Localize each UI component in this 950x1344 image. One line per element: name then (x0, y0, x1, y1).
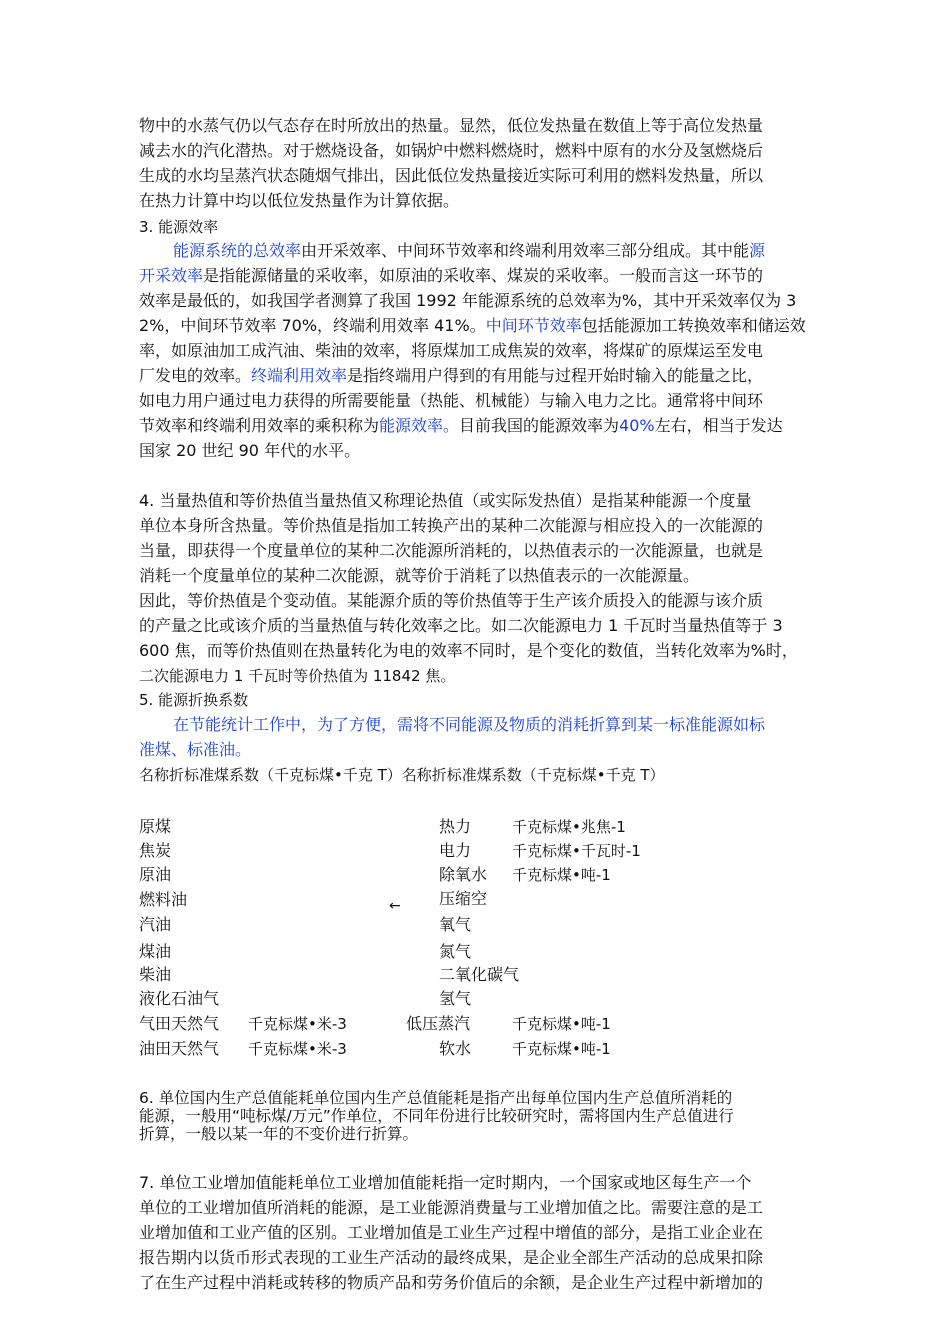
right-name-3: 压缩空 (439, 889, 488, 908)
section-3-line-2: 开采效率是指能源储量的采收率，如原油的采收率、煤炭的采收率。一般而言这一环节的 (139, 266, 764, 285)
section-4-line-6: 的产量之比或该介质的当量热值与转化效率之比。如二次能源电力 1 千瓦时当量热值等于 3 (139, 616, 783, 635)
left-name-3: 燃料油 (139, 890, 188, 909)
conversion-table-header: 名称折标准煤系数（千克标煤•千克 T）名称折标准煤系数（千克标煤•千克 T） (139, 766, 665, 784)
section-3-line-1: 能源系统的总效率由开采效率、中间环节效率和终端利用效率三部分组成。其中能源 (173, 241, 766, 260)
section-3-line-7: 如电力用户通过电力获得的所需要能量（热能、机械能）与输入电力之比。通常将中间环 (139, 391, 764, 410)
term-intermediate-efficiency: 中间环节效率 (485, 316, 582, 335)
left-unit-8: 千克标煤•米-3 (248, 1015, 347, 1033)
section-5-note-line-2: 准煤、标准油。 (139, 740, 252, 759)
right-unit-8: 千克标煤•吨-1 (512, 1015, 611, 1033)
section-7-line-2: 单位的工业增加值所消耗的能源，是工业能源消费量与工业增加值之比。需要注意的是工 (139, 1198, 764, 1217)
right-name-2: 除氧水 (439, 865, 488, 884)
section-4-line-5: 因此，等价热值是个变动值。某能源介质的等价热值等于生产该介质投入的能源与该介质 (139, 591, 764, 610)
left-name-9: 油田天然气 (139, 1039, 220, 1058)
right-name-7: 氢气 (439, 989, 472, 1008)
section-6-line-1: 6. 单位国内生产总值能耗单位国内生产总值能耗是指产出每单位国内生产总值所消耗的 (139, 1089, 733, 1107)
section-3-line-6: 厂发电的效率。终端利用效率是指终端用户得到的有用能与过程开始时输入的能量之比， (139, 366, 764, 385)
section-7-line-3: 业增加值和工业产值的区别。工业增加值是工业生产过程中增值的部分，是指工业企业在 (139, 1223, 764, 1242)
section-7-line-5: 了在生产过程中消耗或转移的物质产品和劳务价值后的余额，是企业生产过程中新增加的 (139, 1273, 764, 1292)
term-total-efficiency: 能源系统的总效率 (173, 241, 302, 260)
left-name-4: 汽油 (139, 915, 172, 934)
section-3-line-8: 节效率和终端利用效率的乘积称为能源效率。目前我国的能源效率为40%左右，相当于发达 (139, 416, 783, 435)
left-name-2: 原油 (139, 865, 172, 884)
right-name-1: 电力 (439, 841, 472, 860)
section-3-line-9: 国家 20 世纪 90 年代的水平。 (139, 441, 361, 460)
section-6-line-2: 能源，一般用“吨标煤/万元”作单位，不同年份进行比较研究时，需将国内生产总值进行 (139, 1107, 734, 1125)
right-unit-0: 千克标煤•兆焦-1 (512, 818, 626, 836)
section-5-heading: 5. 能源折换系数 (139, 691, 249, 709)
right-name-5: 氮气 (439, 942, 472, 961)
intro-line-1: 物中的水蒸气仍以气态存在时所放出的热量。显然，低位发热量在数值上等于高位发热量 (139, 116, 764, 135)
section-4-line-3: 当量，即获得一个度量单位的某种二次能源所消耗的，以热值表示的一次能源量，也就是 (139, 541, 764, 560)
section-3-line-3: 效率是最低的，如我国学者测算了我国 1992 年能源系统的总效率为%，其中开采效率仅为 3 (139, 291, 797, 310)
section-3-heading: 3. 能源效率 (139, 218, 219, 236)
left-name-0: 原煤 (139, 817, 172, 836)
section-6-line-3: 折算，一般以某一年的不变价进行折算。 (139, 1125, 419, 1143)
right-unit-1: 千克标煤•千瓦时-1 (512, 842, 641, 860)
right-name-6: 二氧化碳气 (439, 965, 520, 984)
section-4-line-4: 消耗一个度量单位的某种二次能源，就等价于消耗了以热值表示的一次能源量。 (139, 566, 700, 585)
right-name-9: 软水 (439, 1039, 472, 1058)
section-7-line-4: 报告期内以货币形式表现的工业生产活动的最终成果，是企业全部生产活动的总成果扣除 (139, 1248, 764, 1267)
intro-line-3: 生成的水均呈蒸汽状态随烟气排出，因此低位发热量接近实际可利用的燃料发热量，所以 (139, 166, 764, 185)
section-4-line-2: 单位本身所含热量。等价热值是指加工转换产出的某种二次能源与相应投入的一次能源的 (139, 516, 764, 535)
left-name-6: 柴油 (139, 965, 172, 984)
left-name-1: 焦炭 (139, 841, 172, 860)
section-4-line-1: 4. 当量热值和等价热值当量热值又称理论热值（或实际发热值）是指某种能源一个度量 (139, 491, 752, 510)
left-name-7: 液化石油气 (139, 989, 220, 1008)
left-name-8: 气田天然气 (139, 1014, 220, 1033)
right-unit-9: 千克标煤•吨-1 (512, 1040, 611, 1058)
right-name-0: 热力 (439, 817, 472, 836)
value-40-percent: 40% (619, 416, 655, 435)
intro-line-4: 在热力计算中均以低位发热量作为计算依据。 (139, 191, 460, 210)
right-name-4: 氧气 (439, 915, 472, 934)
section-3-line-4: 2%，中间环节效率 70%，终端利用效率 41%。中间环节效率包括能源加工转换效率和储运效 (139, 316, 806, 335)
right-unit-2: 千克标煤•吨-1 (512, 866, 611, 884)
left-name-5: 煤油 (139, 942, 172, 961)
intro-line-2: 减去水的汽化潜热。对于燃烧设备，如锅炉中燃料燃烧时，燃料中原有的水分及氢燃烧后 (139, 141, 764, 160)
section-7-line-1: 7. 单位工业增加值能耗单位工业增加值能耗指一定时期内，一个国家或地区每生产一个 (139, 1173, 752, 1192)
section-4-line-8: 二次能源电力 1 千瓦时等价热值为 11842 焦。 (139, 667, 456, 685)
term-energy-efficiency: 能源效率。 (379, 416, 460, 435)
term-mining-efficiency: 开采效率 (139, 266, 204, 285)
term-end-use-efficiency: 终端利用效率 (251, 366, 348, 385)
left-unit-9: 千克标煤•米-3 (248, 1040, 347, 1058)
right-name-8: 低压蒸汽 (406, 1014, 471, 1033)
arrow-mark: ← (389, 898, 401, 914)
section-4-line-7: 600 焦，而等价热值则在热量转化为电的效率不同时，是个变化的数值，当转化效率为%时， (139, 641, 798, 660)
section-5-note-line-1: 在节能统计工作中，为了方便，需将不同能源及物质的消耗折算到某一标准能源如标 (173, 715, 766, 734)
section-3-line-5: 率，如原油加工成汽油、柴油的效率，将原煤加工成焦炭的效率，将煤矿的原煤运至发电 (139, 341, 764, 360)
